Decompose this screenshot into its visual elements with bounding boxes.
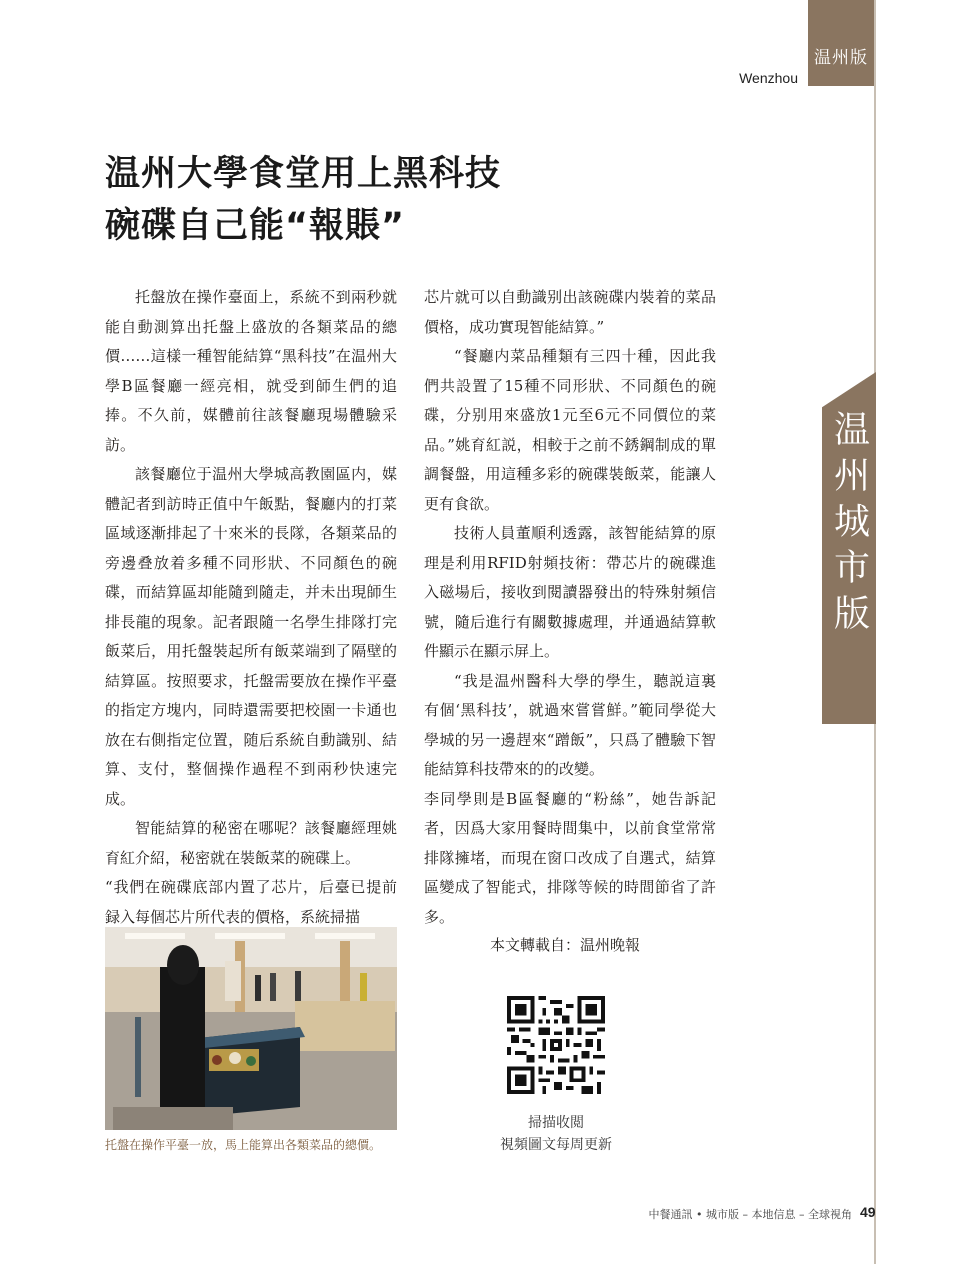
article-left-column — [105, 283, 397, 932]
side-band-label: 温州城市版 — [828, 410, 870, 640]
paragraph: 技術人員董順利透露，該智能結算的原理是利用RFID射頻技術：帶芯片的碗碟進入磁場后，接收到閱讀器發出的特殊射頻信號，隨后進行有關數據處理，并通過結算軟件顯示在顯示屏上。 — [424, 524, 716, 660]
headline-line-1: 温州大學食堂用上黑科技 — [105, 154, 502, 194]
paragraph: 李同學則是B區餐廳的“粉絲”，她告訴記者，因爲大家用餐時間集中，以前食堂常常排隊擁堵，而現在窗口改成了自選式，結算區變成了智能式，排隊等候的時間節省了許多。 — [424, 789, 716, 926]
paragraph: “我是温州醫科大學的學生，聽説這裏有個‘黑科技’，就過來嘗嘗鮮。”範同學從大學城的另一邊趕來“蹭飯”，只爲了體驗下智能結算科技帶來的的改變。 — [424, 671, 716, 778]
article-right-column — [424, 283, 716, 932]
source-note: 本文轉載自：温州晚報 — [490, 936, 641, 954]
footer-text: 中餐通訊 • 城市版 – 本地信息 – 全球視角 — [648, 1208, 852, 1221]
qr-code[interactable] — [507, 996, 605, 1094]
edition-tab: 温州版 — [808, 0, 874, 86]
qr-caption-line-1: 掃描收閲 — [528, 1115, 584, 1131]
paragraph: 智能結算的秘密在哪呢？該餐廳經理姚育紅介紹，秘密就在裝飯菜的碗碟上。 — [105, 819, 397, 867]
paragraph: 托盤放在操作臺面上，系統不到兩秒就能自動測算出托盤上盛放的各類菜品的總價……這樣一種智能結算“黑科技”在温州大學B區餐廳一經亮相，就受到師生們的追捧。不久前，媒體前往該餐廳現場體驗采訪。 — [105, 288, 397, 454]
paragraph: “我們在碗碟底部内置了芯片，后臺已提前録入每個芯片所代表的價格，系統掃描 — [105, 878, 397, 926]
canteen-photo — [105, 927, 397, 1130]
page-number: 49 — [860, 1204, 876, 1220]
photo-caption: 托盤在操作平臺一放，馬上能算出各類菜品的總價。 — [105, 1138, 382, 1152]
qr-caption-line-2: 視頻圖文每周更新 — [500, 1137, 612, 1153]
headline-line-2: 碗碟自己能“報賬” — [105, 206, 406, 246]
paragraph: 該餐廳位于温州大學城高教園區内，媒體記者到訪時正值中午飯點，餐廳内的打菜區域逐漸排起了十來米的長隊，各類菜品的旁邊叠放着多種不同形狀、不同顏色的碗碟，而結算區却能隨到隨走，并未出現師生排長龍的現象。記者跟隨一名學生排隊打完飯菜后，用托盤裝起所有飯菜端到了隔壁的結算區。按照要求，托盤需要放在操作平臺的指定方塊内，同時還需要把校園一卡通也放在右側指定位置，随后系統自動識别、結算、支付，整個操作過程不到兩秒快速完成。 — [105, 465, 397, 808]
edition-english-label: Wenzhou — [739, 70, 798, 86]
paragraph: “餐廳内菜品種類有三四十種，因此我們共設置了15種不同形狀、不同顏色的碗碟，分别用來盛放1元至6元不同價位的菜品。”姚育紅説，相較于之前不銹鋼制成的單調餐盤，用這種多彩的碗碟裝飯菜，能讓人更有食欲。 — [424, 347, 716, 513]
paragraph: 芯片就可以自動識别出該碗碟内裝着的菜品價格，成功實現智能結算。” — [424, 288, 716, 336]
